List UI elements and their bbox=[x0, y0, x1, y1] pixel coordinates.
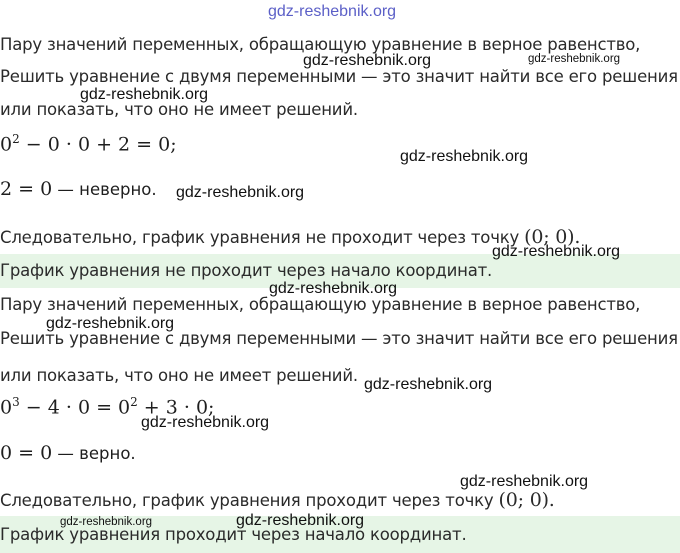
block2-result bbox=[0, 442, 136, 464]
watermark: gdz-reshebnik.org bbox=[60, 516, 153, 528]
block1-result-math: 2 = 0 bbox=[0, 178, 53, 200]
block2-result-math: 0 = 0 bbox=[0, 442, 53, 464]
watermark: gdz-reshebnik.org bbox=[46, 315, 175, 332]
block1-conclusion-text: Следовательно, график уравнения не проходит через точку bbox=[0, 228, 525, 247]
block2-equation-b: − 4 · 0 = 0 bbox=[19, 396, 131, 419]
block1-equation-base: 0 bbox=[0, 133, 13, 156]
watermark: gdz-reshebnik.org bbox=[400, 148, 529, 165]
block2-intro-line-2: Решить уравнение с двумя переменными — это значит найти все его решения bbox=[0, 329, 678, 348]
block1-equation bbox=[0, 132, 177, 155]
watermark: gdz-reshebnik.org bbox=[492, 243, 621, 260]
watermark-top: gdz-reshebnik.org bbox=[268, 3, 397, 20]
watermark: gdz-reshebnik.org bbox=[528, 53, 621, 65]
block1-result bbox=[0, 178, 157, 200]
block2-intro-line-1: Пару значений переменных, обращающую уравнение в верное равенство, bbox=[0, 295, 641, 314]
block2-intro-line-3: или показать, что оно не имеет решений. bbox=[0, 366, 358, 385]
watermark: gdz-reshebnik.org bbox=[80, 86, 209, 103]
block1-intro-line-1: Пару значений переменных, обращающую уравнение в верное равенство, bbox=[0, 35, 641, 54]
block1-answer: График уравнения не проходит через начало координат. bbox=[0, 261, 493, 280]
block1-equation-rest: − 0 · 0 + 2 = 0; bbox=[19, 133, 177, 156]
block1-conclusion-point: (0; 0). bbox=[524, 226, 581, 248]
block1-intro-line-3: или показать, что оно не имеет решений. bbox=[0, 100, 358, 119]
watermark: gdz-reshebnik.org bbox=[236, 512, 365, 529]
block1-equation-exponent: 2 bbox=[12, 132, 20, 146]
block2-equation-a-exponent: 3 bbox=[12, 395, 20, 409]
watermark: gdz-reshebnik.org bbox=[141, 414, 270, 431]
watermark: gdz-reshebnik.org bbox=[269, 280, 398, 297]
block1-result-text: — неверно. bbox=[52, 180, 157, 199]
block2-answer: График уравнения проходит через начало координат. bbox=[0, 525, 467, 544]
block2-conclusion bbox=[0, 489, 555, 511]
watermark: gdz-reshebnik.org bbox=[176, 184, 305, 201]
block1-intro-line-2: Решить уравнение с двумя переменными — это значит найти все его решения bbox=[0, 67, 678, 86]
block2-equation-b-exponent: 2 bbox=[130, 395, 138, 409]
watermark: gdz-reshebnik.org bbox=[303, 52, 432, 69]
watermark: gdz-reshebnik.org bbox=[364, 376, 493, 393]
block2-equation-c: + 3 · 0; bbox=[137, 396, 215, 419]
block2-conclusion-text: Следовательно, график уравнения проходит через точку bbox=[0, 491, 499, 510]
block2-conclusion-point: (0; 0). bbox=[498, 489, 555, 511]
watermark: gdz-reshebnik.org bbox=[460, 473, 589, 490]
block2-equation-a: 0 bbox=[0, 396, 13, 419]
block2-result-text: — верно. bbox=[52, 444, 136, 463]
